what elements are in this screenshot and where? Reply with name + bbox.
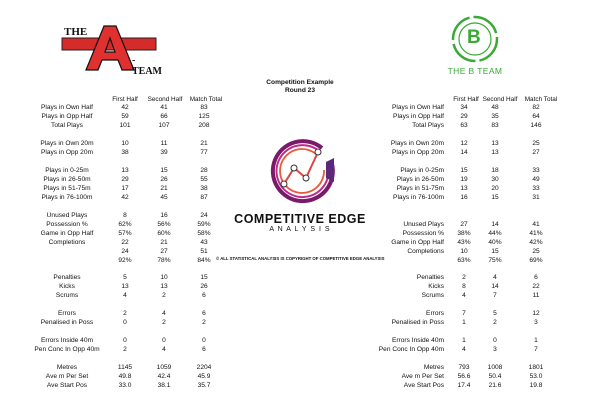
right-value-second-half: 40% <box>488 239 502 246</box>
left-value-first-half: 10 <box>121 140 129 147</box>
right-value-match-total: 33 <box>532 185 540 192</box>
left-value-match-total: 2 <box>202 319 206 326</box>
right-header-first-half: First Half <box>453 96 479 103</box>
right-value-match-total: 31 <box>532 194 540 201</box>
right-value-first-half: 56.6 <box>457 373 471 380</box>
right-row-label: Unused Plays <box>403 221 444 228</box>
right-row-label: Penalised in Poss <box>391 319 444 326</box>
right-value-second-half: 7 <box>493 292 497 299</box>
right-value-first-half: 1 <box>462 319 466 326</box>
right-value-first-half: 16 <box>460 194 468 201</box>
right-row-label: Plays in Own 20m <box>390 140 444 147</box>
left-value-second-half: 21 <box>160 185 168 192</box>
right-value-match-total: 19.8 <box>529 382 543 389</box>
left-row-label: Plays in 26-50m <box>43 176 91 183</box>
left-row-label: Ave m Per Set <box>45 373 89 380</box>
right-value-first-half: 29 <box>460 113 468 120</box>
team-a-logo-suffix: -TEAM <box>132 55 162 77</box>
right-value-match-total: 25 <box>532 140 540 147</box>
right-value-second-half: 13 <box>491 149 499 156</box>
left-value-second-half: 78% <box>157 257 171 264</box>
left-value-second-half: 38.1 <box>157 382 171 389</box>
team-b-logo <box>440 14 510 76</box>
page-title: Competition Example <box>266 79 334 86</box>
right-row-label: Pen Conc In Opp 40m <box>378 346 444 353</box>
left-value-match-total: 55 <box>200 176 208 183</box>
right-row-label: Plays in 26-50m <box>396 176 444 183</box>
left-value-first-half: 2 <box>123 310 127 317</box>
right-value-second-half: 1008 <box>487 364 503 371</box>
right-value-match-total: 64 <box>532 113 540 120</box>
team-a-logo-top: THE <box>64 26 88 38</box>
right-value-second-half: 21.6 <box>488 382 502 389</box>
right-value-second-half: 44% <box>488 230 502 237</box>
brand-name: COMPETITIVE EDGE <box>234 212 366 226</box>
right-value-second-half: 48 <box>491 104 499 111</box>
right-value-second-half: 14 <box>491 221 499 228</box>
left-value-first-half: 33.0 <box>118 382 132 389</box>
right-value-first-half: 2 <box>462 274 466 281</box>
left-value-first-half: 59 <box>121 113 129 120</box>
left-row-label: Scrums <box>55 292 79 299</box>
left-value-first-half: 92% <box>118 257 132 264</box>
left-value-second-half: 26 <box>160 176 168 183</box>
right-row-label: Plays in 76-100m <box>393 194 444 201</box>
right-row-label: Game in Opp Half <box>391 239 444 246</box>
left-value-second-half: 0 <box>162 337 166 344</box>
right-row-label: Plays in 51-75m <box>396 185 444 192</box>
competitive-edge-emblem <box>262 134 342 212</box>
copyright-notice: © ALL STATISTICAL ANALYSIS IS COPYRIGHT OF COMPETITIVE EDGE ANALYSIS <box>216 256 385 261</box>
left-value-match-total: 87 <box>200 194 208 201</box>
right-value-first-half: 793 <box>458 364 470 371</box>
left-value-first-half: 29 <box>121 176 129 183</box>
right-value-second-half: 30 <box>491 176 499 183</box>
right-value-second-half: 20 <box>491 185 499 192</box>
left-value-match-total: 6 <box>202 310 206 317</box>
right-value-first-half: 17.4 <box>457 382 471 389</box>
right-value-first-half: 8 <box>462 283 466 290</box>
left-value-first-half: 5 <box>123 274 127 281</box>
left-row-label: Plays in Own Half <box>40 104 94 111</box>
left-value-match-total: 208 <box>198 122 210 129</box>
right-value-match-total: 27 <box>532 149 540 156</box>
right-value-second-half: 83 <box>491 122 499 129</box>
right-value-first-half: 38% <box>457 230 471 237</box>
left-value-match-total: 58% <box>197 230 211 237</box>
left-value-match-total: 125 <box>198 113 210 120</box>
right-header-second-half: Second Half <box>482 96 518 103</box>
right-row-label: Penalties <box>416 274 444 281</box>
right-value-second-half: 0 <box>493 337 497 344</box>
left-value-match-total: 83 <box>200 104 208 111</box>
team-b-logo-letter: B <box>467 27 481 48</box>
left-value-first-half: 57% <box>118 230 132 237</box>
left-value-match-total: 28 <box>200 167 208 174</box>
left-header-second-half: Second Half <box>147 96 183 103</box>
right-value-first-half: 34 <box>460 104 468 111</box>
left-value-second-half: 60% <box>157 230 171 237</box>
left-value-second-half: 56% <box>157 221 171 228</box>
left-row-label: Possession % <box>46 221 88 228</box>
left-value-second-half: 11 <box>160 140 168 147</box>
right-value-second-half: 35 <box>491 113 499 120</box>
left-value-match-total: 45.9 <box>197 373 211 380</box>
left-value-second-half: 66 <box>160 113 168 120</box>
left-value-first-half: 101 <box>119 122 131 129</box>
right-row-label: Plays in Own Half <box>391 104 444 111</box>
right-value-match-total: 146 <box>530 122 542 129</box>
right-value-second-half: 2 <box>493 319 497 326</box>
right-value-first-half: 10 <box>460 248 468 255</box>
right-row-label: Scrums <box>421 292 444 299</box>
right-value-match-total: 42% <box>529 239 543 246</box>
left-value-first-half: 42 <box>121 104 129 111</box>
right-row-label: Kicks <box>428 283 444 290</box>
right-value-match-total: 1 <box>534 337 538 344</box>
left-value-first-half: 0 <box>123 337 127 344</box>
left-row-label: Game in Opp Half <box>40 230 94 237</box>
left-value-first-half: 13 <box>121 283 129 290</box>
left-row-label: Plays in 0-25m <box>45 167 89 174</box>
team-a-logo-letter <box>100 26 101 27</box>
right-value-second-half: 15 <box>491 194 499 201</box>
right-row-label: Total Plays <box>412 122 444 129</box>
right-value-match-total: 53.0 <box>529 373 543 380</box>
right-value-first-half: 15 <box>460 167 468 174</box>
right-row-label: Completions <box>407 248 444 255</box>
right-value-first-half: 4 <box>462 292 466 299</box>
left-row-label: Plays in 51-75m <box>43 185 91 192</box>
left-value-first-half: 1145 <box>117 364 133 371</box>
left-value-second-half: 1059 <box>156 364 172 371</box>
left-value-match-total: 84% <box>197 257 211 264</box>
left-header-match-total: Match Total <box>189 96 223 103</box>
right-value-match-total: 69% <box>529 257 543 264</box>
right-value-match-total: 25 <box>532 248 540 255</box>
right-value-second-half: 5 <box>493 310 497 317</box>
right-value-first-half: 12 <box>460 140 468 147</box>
right-row-label: Ave m Per Set <box>401 373 444 380</box>
right-value-first-half: 14 <box>460 149 468 156</box>
right-value-first-half: 43% <box>457 239 471 246</box>
left-row-label: Pen Conc In Opp 40m <box>34 346 100 353</box>
left-value-match-total: 35.7 <box>197 382 211 389</box>
right-value-first-half: 19 <box>460 176 468 183</box>
left-value-match-total: 26 <box>200 283 208 290</box>
left-row-label: Total Plays <box>51 122 83 129</box>
left-value-match-total: 38 <box>200 185 208 192</box>
left-row-label: Completions <box>48 239 86 246</box>
right-value-first-half: 63 <box>460 122 468 129</box>
left-row-label: Plays in Opp Half <box>41 113 93 120</box>
right-value-first-half: 4 <box>462 346 466 353</box>
right-value-first-half: 1 <box>462 337 466 344</box>
competitive-edge-emblem-graphic <box>262 134 342 212</box>
right-value-second-half: 14 <box>491 283 499 290</box>
left-value-match-total: 51 <box>200 248 208 255</box>
left-value-match-total: 6 <box>202 292 206 299</box>
left-value-second-half: 27 <box>160 248 168 255</box>
left-value-match-total: 21 <box>200 140 208 147</box>
right-value-first-half: 7 <box>462 310 466 317</box>
right-value-match-total: 33 <box>532 167 540 174</box>
right-value-second-half: 4 <box>493 274 497 281</box>
left-value-match-total: 43 <box>200 239 208 246</box>
left-value-first-half: 62% <box>118 221 132 228</box>
brand-subtitle: A N A L Y S I S <box>269 226 331 233</box>
team-b-name: THE B TEAM <box>447 66 503 76</box>
left-value-second-half: 42.4 <box>157 373 171 380</box>
right-row-label: Plays in 0-25m <box>400 167 444 174</box>
left-value-second-half: 45 <box>160 194 168 201</box>
right-row-label: Errors Inside 40m <box>391 337 444 344</box>
right-value-match-total: 6 <box>534 274 538 281</box>
left-row-label: Penalties <box>53 274 81 281</box>
left-value-match-total: 24 <box>200 212 208 219</box>
right-value-match-total: 49 <box>532 176 540 183</box>
right-value-match-total: 41 <box>532 221 540 228</box>
left-row-label: Unused Plays <box>46 212 88 219</box>
left-value-first-half: 2 <box>123 346 127 353</box>
right-value-match-total: 22 <box>532 283 540 290</box>
left-row-label: Errors Inside 40m <box>40 337 94 344</box>
right-row-label: Errors <box>426 310 444 317</box>
page-round: Round 23 <box>284 87 316 94</box>
left-row-label: Ave Start Pos <box>46 382 88 389</box>
right-row-label: Ave Start Pos <box>403 382 444 389</box>
left-row-label: Errors <box>58 310 76 317</box>
left-value-second-half: 2 <box>162 292 166 299</box>
left-value-first-half: 0 <box>123 319 127 326</box>
right-value-match-total: 41% <box>529 230 543 237</box>
left-value-first-half: 38 <box>121 149 129 156</box>
right-value-second-half: 13 <box>491 140 499 147</box>
right-value-first-half: 13 <box>460 185 468 192</box>
left-row-label: Kicks <box>59 283 75 290</box>
right-header-match-total: Match Total <box>524 96 558 103</box>
right-value-match-total: 11 <box>532 292 540 299</box>
right-value-match-total: 82 <box>532 104 540 111</box>
left-value-first-half: 22 <box>121 239 129 246</box>
right-row-label: Plays in Opp 20m <box>391 149 444 156</box>
right-row-label: Plays in Opp Half <box>393 113 444 120</box>
left-value-match-total: 59% <box>197 221 211 228</box>
left-value-match-total: 2204 <box>196 364 212 371</box>
left-value-match-total: 77 <box>200 149 208 156</box>
left-value-first-half: 24 <box>121 248 129 255</box>
left-value-second-half: 21 <box>160 239 168 246</box>
right-value-second-half: 3 <box>493 346 497 353</box>
left-value-second-half: 10 <box>160 274 168 281</box>
left-value-second-half: 41 <box>160 104 168 111</box>
left-row-label: Metres <box>56 364 78 371</box>
right-value-match-total: 3 <box>534 319 538 326</box>
right-value-first-half: 27 <box>460 221 468 228</box>
left-value-second-half: 15 <box>160 167 168 174</box>
left-value-second-half: 4 <box>162 346 166 353</box>
right-value-match-total: 7 <box>534 346 538 353</box>
right-value-second-half: 50.4 <box>488 373 502 380</box>
left-value-first-half: 4 <box>123 292 127 299</box>
right-value-second-half: 75% <box>488 257 502 264</box>
left-row-label: Plays in 76-100m <box>41 194 93 201</box>
right-value-match-total: 12 <box>532 310 540 317</box>
right-row-label: Possession % <box>402 230 444 237</box>
right-value-second-half: 15 <box>491 248 499 255</box>
left-value-match-total: 15 <box>200 274 208 281</box>
left-value-match-total: 0 <box>202 337 206 344</box>
left-row-label: Penalised in Poss <box>40 319 94 326</box>
left-value-second-half: 13 <box>160 283 168 290</box>
left-header-first-half: First Half <box>112 96 138 103</box>
left-value-match-total: 6 <box>202 346 206 353</box>
right-value-first-half: 63% <box>457 257 471 264</box>
left-value-first-half: 13 <box>121 167 129 174</box>
left-value-first-half: 42 <box>121 194 129 201</box>
team-a-logo <box>56 22 162 77</box>
left-row-label: Plays in Own 20m <box>40 140 94 147</box>
left-value-first-half: 8 <box>123 212 127 219</box>
right-row-label: Metres <box>423 364 444 371</box>
left-value-first-half: 17 <box>121 185 129 192</box>
right-value-match-total: 1801 <box>528 364 544 371</box>
left-value-second-half: 107 <box>158 122 170 129</box>
left-value-second-half: 39 <box>160 149 168 156</box>
left-value-second-half: 2 <box>162 319 166 326</box>
right-value-second-half: 18 <box>491 167 499 174</box>
left-value-first-half: 49.8 <box>118 373 132 380</box>
left-value-second-half: 4 <box>162 310 166 317</box>
left-value-second-half: 16 <box>160 212 168 219</box>
left-row-label: Plays in Opp 20m <box>40 149 94 156</box>
